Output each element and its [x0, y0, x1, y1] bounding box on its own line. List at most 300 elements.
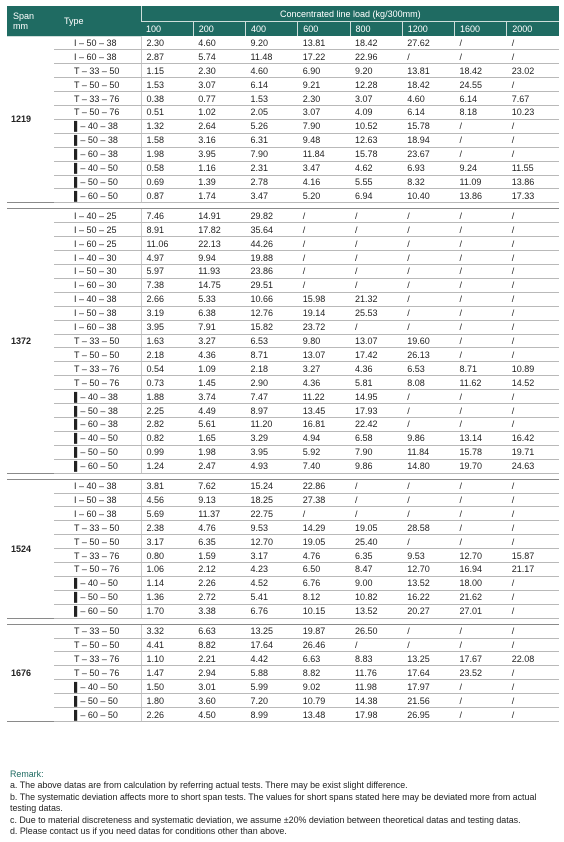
value-cell: 22.08: [507, 652, 559, 666]
value-cell: 17.97: [402, 680, 454, 694]
value-cell: 6.31: [246, 133, 298, 147]
table-body: [7, 36, 559, 722]
value-cell: 11.37: [193, 507, 245, 521]
value-cell: 9.21: [298, 78, 350, 92]
span-header: [7, 6, 54, 36]
value-cell: /: [507, 133, 559, 147]
value-cell: 3.17: [246, 549, 298, 563]
value-cell: /: [402, 223, 454, 237]
value-cell: 6.35: [350, 549, 402, 563]
value-cell: 22.75: [246, 507, 298, 521]
value-cell: 14.38: [350, 694, 402, 708]
value-cell: /: [402, 306, 454, 320]
value-cell: 26.13: [402, 348, 454, 362]
value-cell: /: [350, 493, 402, 507]
value-cell: /: [507, 50, 559, 64]
value-cell: 17.93: [350, 404, 402, 418]
type-cell: T – 50 – 50: [54, 78, 141, 92]
value-cell: 3.01: [193, 680, 245, 694]
value-cell: 19.05: [350, 521, 402, 535]
value-cell: 10.52: [350, 119, 402, 133]
value-cell: 35.64: [246, 223, 298, 237]
value-cell: /: [402, 390, 454, 404]
value-cell: 2.38: [141, 521, 193, 535]
value-cell: 11.22: [298, 390, 350, 404]
value-cell: 1.63: [141, 334, 193, 348]
value-cell: 7.46: [141, 209, 193, 223]
value-cell: 21.56: [402, 694, 454, 708]
value-cell: /: [350, 237, 402, 251]
value-cell: 5.74: [193, 50, 245, 64]
value-cell: 17.22: [298, 50, 350, 64]
value-cell: 22.96: [350, 50, 402, 64]
value-cell: 7.67: [507, 92, 559, 106]
value-cell: 5.99: [246, 680, 298, 694]
value-cell: 1.47: [141, 666, 193, 680]
value-cell: 13.07: [350, 334, 402, 348]
value-cell: /: [402, 278, 454, 292]
value-cell: 27.62: [402, 36, 454, 50]
value-cell: 4.09: [350, 106, 402, 120]
value-cell: 11.93: [193, 265, 245, 279]
value-cell: 2.30: [298, 92, 350, 106]
value-cell: /: [455, 521, 507, 535]
value-cell: 7.62: [193, 479, 245, 493]
value-cell: 9.13: [193, 493, 245, 507]
value-cell: 6.35: [193, 535, 245, 549]
table-row: [7, 417, 559, 431]
load-table: [7, 6, 559, 722]
value-cell: 12.70: [455, 549, 507, 563]
value-cell: 9.53: [402, 549, 454, 563]
table-row: [7, 348, 559, 362]
value-cell: 2.31: [246, 161, 298, 175]
value-cell: 11.48: [246, 50, 298, 64]
value-cell: /: [350, 223, 402, 237]
value-cell: 2.72: [193, 590, 245, 604]
load-header-value: 100: [141, 22, 193, 37]
value-cell: 9.48: [298, 133, 350, 147]
value-cell: 6.94: [350, 189, 402, 203]
value-cell: 5.97: [141, 265, 193, 279]
value-cell: 8.99: [246, 708, 298, 722]
table-row: [7, 265, 559, 279]
value-cell: 1.16: [193, 161, 245, 175]
table-row: [7, 493, 559, 507]
load-header-value: 200: [193, 22, 245, 37]
value-cell: 6.63: [193, 624, 245, 638]
value-cell: /: [298, 237, 350, 251]
value-cell: 3.29: [246, 431, 298, 445]
table-row: [7, 189, 559, 203]
table-row: [7, 376, 559, 390]
value-cell: /: [455, 694, 507, 708]
value-cell: 1.74: [193, 189, 245, 203]
value-cell: 3.07: [193, 78, 245, 92]
type-cell: ▌– 40 – 38: [54, 390, 141, 404]
value-cell: /: [507, 209, 559, 223]
value-cell: 3.81: [141, 479, 193, 493]
table-row: [7, 320, 559, 334]
value-cell: 19.05: [298, 535, 350, 549]
table-header: [7, 6, 559, 36]
value-cell: /: [455, 479, 507, 493]
value-cell: /: [402, 292, 454, 306]
remark-section: [10, 769, 558, 837]
type-cell: T – 33 – 76: [54, 652, 141, 666]
value-cell: 18.42: [350, 36, 402, 50]
value-cell: /: [455, 147, 507, 161]
value-cell: /: [455, 708, 507, 722]
value-cell: 8.71: [246, 348, 298, 362]
value-cell: 7.38: [141, 278, 193, 292]
value-cell: /: [507, 535, 559, 549]
value-cell: 0.51: [141, 106, 193, 120]
type-cell: I – 50 – 25: [54, 223, 141, 237]
table-row: [7, 292, 559, 306]
value-cell: 10.79: [298, 694, 350, 708]
value-cell: 11.62: [455, 376, 507, 390]
value-cell: 11.55: [507, 161, 559, 175]
value-cell: 14.80: [402, 459, 454, 473]
value-cell: 7.40: [298, 459, 350, 473]
value-cell: /: [507, 292, 559, 306]
type-cell: I – 50 – 38: [54, 306, 141, 320]
value-cell: 6.63: [298, 652, 350, 666]
value-cell: 10.40: [402, 189, 454, 203]
type-cell: ▌– 50 – 50: [54, 590, 141, 604]
type-cell: ▌– 60 – 38: [54, 147, 141, 161]
value-cell: 3.16: [193, 133, 245, 147]
value-cell: 5.69: [141, 507, 193, 521]
value-cell: 8.71: [455, 362, 507, 376]
value-cell: 19.14: [298, 306, 350, 320]
value-cell: 4.94: [298, 431, 350, 445]
type-cell: ▌– 60 – 50: [54, 189, 141, 203]
value-cell: 25.40: [350, 535, 402, 549]
table-row: [7, 147, 559, 161]
table-row: [7, 563, 559, 577]
value-cell: 15.78: [402, 119, 454, 133]
value-cell: 11.06: [141, 237, 193, 251]
value-cell: 3.32: [141, 624, 193, 638]
value-cell: 19.87: [298, 624, 350, 638]
value-cell: 2.26: [141, 708, 193, 722]
value-cell: 0.54: [141, 362, 193, 376]
type-cell: ▌– 50 – 50: [54, 445, 141, 459]
value-cell: /: [507, 493, 559, 507]
type-cell: T – 33 – 50: [54, 64, 141, 78]
type-cell: ▌– 50 – 38: [54, 404, 141, 418]
value-cell: 1.58: [141, 133, 193, 147]
type-cell: I – 50 – 38: [54, 493, 141, 507]
value-cell: 1.09: [193, 362, 245, 376]
value-cell: 3.95: [193, 147, 245, 161]
table-row: [7, 64, 559, 78]
value-cell: 6.76: [298, 576, 350, 590]
value-cell: 1.36: [141, 590, 193, 604]
value-cell: 23.72: [298, 320, 350, 334]
value-cell: 7.90: [298, 119, 350, 133]
value-cell: /: [507, 638, 559, 652]
value-cell: 9.94: [193, 251, 245, 265]
type-cell: T – 33 – 50: [54, 521, 141, 535]
value-cell: /: [402, 209, 454, 223]
value-cell: 0.77: [193, 92, 245, 106]
value-cell: /: [507, 78, 559, 92]
value-cell: 0.80: [141, 549, 193, 563]
value-cell: 5.55: [350, 175, 402, 189]
value-cell: 5.81: [350, 376, 402, 390]
value-cell: /: [350, 320, 402, 334]
value-cell: /: [507, 119, 559, 133]
value-cell: 3.74: [193, 390, 245, 404]
value-cell: /: [455, 493, 507, 507]
type-cell: T – 50 – 76: [54, 666, 141, 680]
value-cell: 0.73: [141, 376, 193, 390]
value-cell: 3.07: [350, 92, 402, 106]
type-cell: I – 40 – 30: [54, 251, 141, 265]
value-cell: 2.12: [193, 563, 245, 577]
table-row: [7, 507, 559, 521]
table-row: [7, 223, 559, 237]
table-row: [7, 549, 559, 563]
type-cell: T – 33 – 76: [54, 362, 141, 376]
value-cell: 4.42: [246, 652, 298, 666]
value-cell: 26.50: [350, 624, 402, 638]
type-cell: I – 60 – 38: [54, 320, 141, 334]
value-cell: /: [402, 507, 454, 521]
remark-line-b: b. The systematic deviation affects more to short span tests. The values for short spans stated here may be deviated more from actual testing datas.: [10, 791, 537, 814]
value-cell: 9.86: [402, 431, 454, 445]
value-cell: 4.76: [298, 549, 350, 563]
value-cell: 2.94: [193, 666, 245, 680]
value-cell: 21.62: [455, 590, 507, 604]
table-row: [7, 237, 559, 251]
value-cell: 6.90: [298, 64, 350, 78]
value-cell: /: [402, 638, 454, 652]
value-cell: 1.98: [141, 147, 193, 161]
type-cell: T – 50 – 50: [54, 348, 141, 362]
value-cell: /: [455, 638, 507, 652]
value-cell: /: [298, 251, 350, 265]
value-cell: /: [507, 348, 559, 362]
value-cell: 22.13: [193, 237, 245, 251]
value-cell: 5.33: [193, 292, 245, 306]
value-cell: 5.20: [298, 189, 350, 203]
value-cell: 2.82: [141, 417, 193, 431]
value-cell: 5.26: [246, 119, 298, 133]
value-cell: /: [455, 292, 507, 306]
value-cell: 15.78: [350, 147, 402, 161]
type-cell: ▌– 40 – 50: [54, 431, 141, 445]
value-cell: 1.15: [141, 64, 193, 78]
value-cell: /: [507, 576, 559, 590]
value-cell: /: [455, 119, 507, 133]
value-cell: 6.53: [246, 334, 298, 348]
value-cell: 6.38: [193, 306, 245, 320]
value-cell: /: [507, 390, 559, 404]
value-cell: 15.24: [246, 479, 298, 493]
value-cell: /: [455, 680, 507, 694]
value-cell: /: [402, 237, 454, 251]
value-cell: 11.84: [402, 445, 454, 459]
value-cell: /: [455, 507, 507, 521]
type-cell: I – 60 – 38: [54, 50, 141, 64]
value-cell: 2.18: [141, 348, 193, 362]
value-cell: /: [455, 50, 507, 64]
value-cell: /: [507, 237, 559, 251]
value-cell: 2.05: [246, 106, 298, 120]
value-cell: /: [402, 50, 454, 64]
value-cell: /: [455, 265, 507, 279]
value-cell: 4.60: [246, 64, 298, 78]
value-cell: 3.27: [193, 334, 245, 348]
type-cell: I – 60 – 30: [54, 278, 141, 292]
value-cell: 2.26: [193, 576, 245, 590]
value-cell: /: [507, 708, 559, 722]
value-cell: /: [402, 624, 454, 638]
value-cell: 18.42: [455, 64, 507, 78]
value-cell: 13.81: [298, 36, 350, 50]
value-cell: 7.47: [246, 390, 298, 404]
value-cell: 8.08: [402, 376, 454, 390]
value-cell: 20.27: [402, 604, 454, 618]
value-cell: 4.23: [246, 563, 298, 577]
remark-line-a: a. The above datas are from calculation by referring actual tests. There may be exist slight difference.: [10, 780, 408, 791]
load-header-value: 800: [350, 22, 402, 37]
type-cell: T – 50 – 76: [54, 563, 141, 577]
value-cell: 28.58: [402, 521, 454, 535]
table-row: [7, 479, 559, 493]
value-cell: /: [455, 237, 507, 251]
value-cell: 3.47: [298, 161, 350, 175]
value-cell: 1.98: [193, 445, 245, 459]
value-cell: 6.76: [246, 604, 298, 618]
value-cell: /: [455, 535, 507, 549]
type-header: Type: [54, 6, 141, 36]
value-cell: /: [507, 306, 559, 320]
value-cell: 4.62: [350, 161, 402, 175]
table-row: [7, 92, 559, 106]
value-cell: 9.53: [246, 521, 298, 535]
type-cell: ▌– 40 – 50: [54, 680, 141, 694]
type-cell: ▌– 40 – 50: [54, 161, 141, 175]
remark-line-d: d. Please contact us if you need datas for conditions other than above.: [10, 826, 287, 837]
value-cell: 12.28: [350, 78, 402, 92]
value-cell: 17.33: [507, 189, 559, 203]
table-row: [7, 521, 559, 535]
table-row: [7, 404, 559, 418]
value-cell: 4.49: [193, 404, 245, 418]
value-cell: 6.58: [350, 431, 402, 445]
value-cell: /: [507, 278, 559, 292]
table-row: [7, 209, 559, 223]
table-row: [7, 36, 559, 50]
type-cell: T – 50 – 76: [54, 376, 141, 390]
table-row: [7, 624, 559, 638]
value-cell: 1.88: [141, 390, 193, 404]
type-cell: ▌– 40 – 38: [54, 119, 141, 133]
value-cell: 26.95: [402, 708, 454, 722]
value-cell: /: [455, 417, 507, 431]
value-cell: 2.78: [246, 175, 298, 189]
value-cell: /: [455, 278, 507, 292]
table-row: [7, 666, 559, 680]
value-cell: /: [402, 535, 454, 549]
value-cell: 10.66: [246, 292, 298, 306]
value-cell: 15.87: [507, 549, 559, 563]
value-cell: 4.50: [193, 708, 245, 722]
table-row: [7, 652, 559, 666]
value-cell: 1.50: [141, 680, 193, 694]
load-header-value: 600: [298, 22, 350, 37]
value-cell: 26.46: [298, 638, 350, 652]
span-header-unit: mm: [13, 20, 28, 31]
type-cell: T – 33 – 50: [54, 624, 141, 638]
value-cell: 14.75: [193, 278, 245, 292]
value-cell: 0.82: [141, 431, 193, 445]
table-row: [7, 251, 559, 265]
value-cell: 24.55: [455, 78, 507, 92]
value-cell: 9.86: [350, 459, 402, 473]
value-cell: /: [298, 223, 350, 237]
type-cell: ▌– 50 – 50: [54, 694, 141, 708]
value-cell: 8.97: [246, 404, 298, 418]
value-cell: 6.14: [402, 106, 454, 120]
value-cell: 22.86: [298, 479, 350, 493]
table-row: [7, 708, 559, 722]
span-cell: 1219: [7, 36, 54, 203]
value-cell: 14.95: [350, 390, 402, 404]
type-cell: I – 40 – 38: [54, 479, 141, 493]
value-cell: 14.52: [507, 376, 559, 390]
value-cell: 12.70: [246, 535, 298, 549]
table-row: [7, 390, 559, 404]
value-cell: 1.39: [193, 175, 245, 189]
value-cell: 9.20: [246, 36, 298, 50]
value-cell: 19.70: [455, 459, 507, 473]
value-cell: 7.20: [246, 694, 298, 708]
value-cell: 4.36: [298, 376, 350, 390]
value-cell: 12.76: [246, 306, 298, 320]
value-cell: 17.64: [402, 666, 454, 680]
value-cell: /: [455, 334, 507, 348]
value-cell: /: [507, 404, 559, 418]
value-cell: /: [507, 604, 559, 618]
value-cell: 4.60: [193, 36, 245, 50]
value-cell: 13.52: [350, 604, 402, 618]
value-cell: /: [455, 223, 507, 237]
value-cell: /: [402, 320, 454, 334]
type-cell: ▌– 60 – 50: [54, 604, 141, 618]
value-cell: 3.47: [246, 189, 298, 203]
table-row: [7, 576, 559, 590]
value-cell: /: [402, 493, 454, 507]
span-cell: 1676: [7, 624, 54, 721]
value-cell: 1.59: [193, 549, 245, 563]
table-row: [7, 334, 559, 348]
value-cell: 8.83: [350, 652, 402, 666]
value-cell: 4.93: [246, 459, 298, 473]
value-cell: /: [507, 590, 559, 604]
value-cell: 11.20: [246, 417, 298, 431]
value-cell: 5.61: [193, 417, 245, 431]
load-header-value: 1200: [402, 22, 454, 37]
type-cell: I – 60 – 25: [54, 237, 141, 251]
value-cell: 10.82: [350, 590, 402, 604]
value-cell: /: [507, 521, 559, 535]
